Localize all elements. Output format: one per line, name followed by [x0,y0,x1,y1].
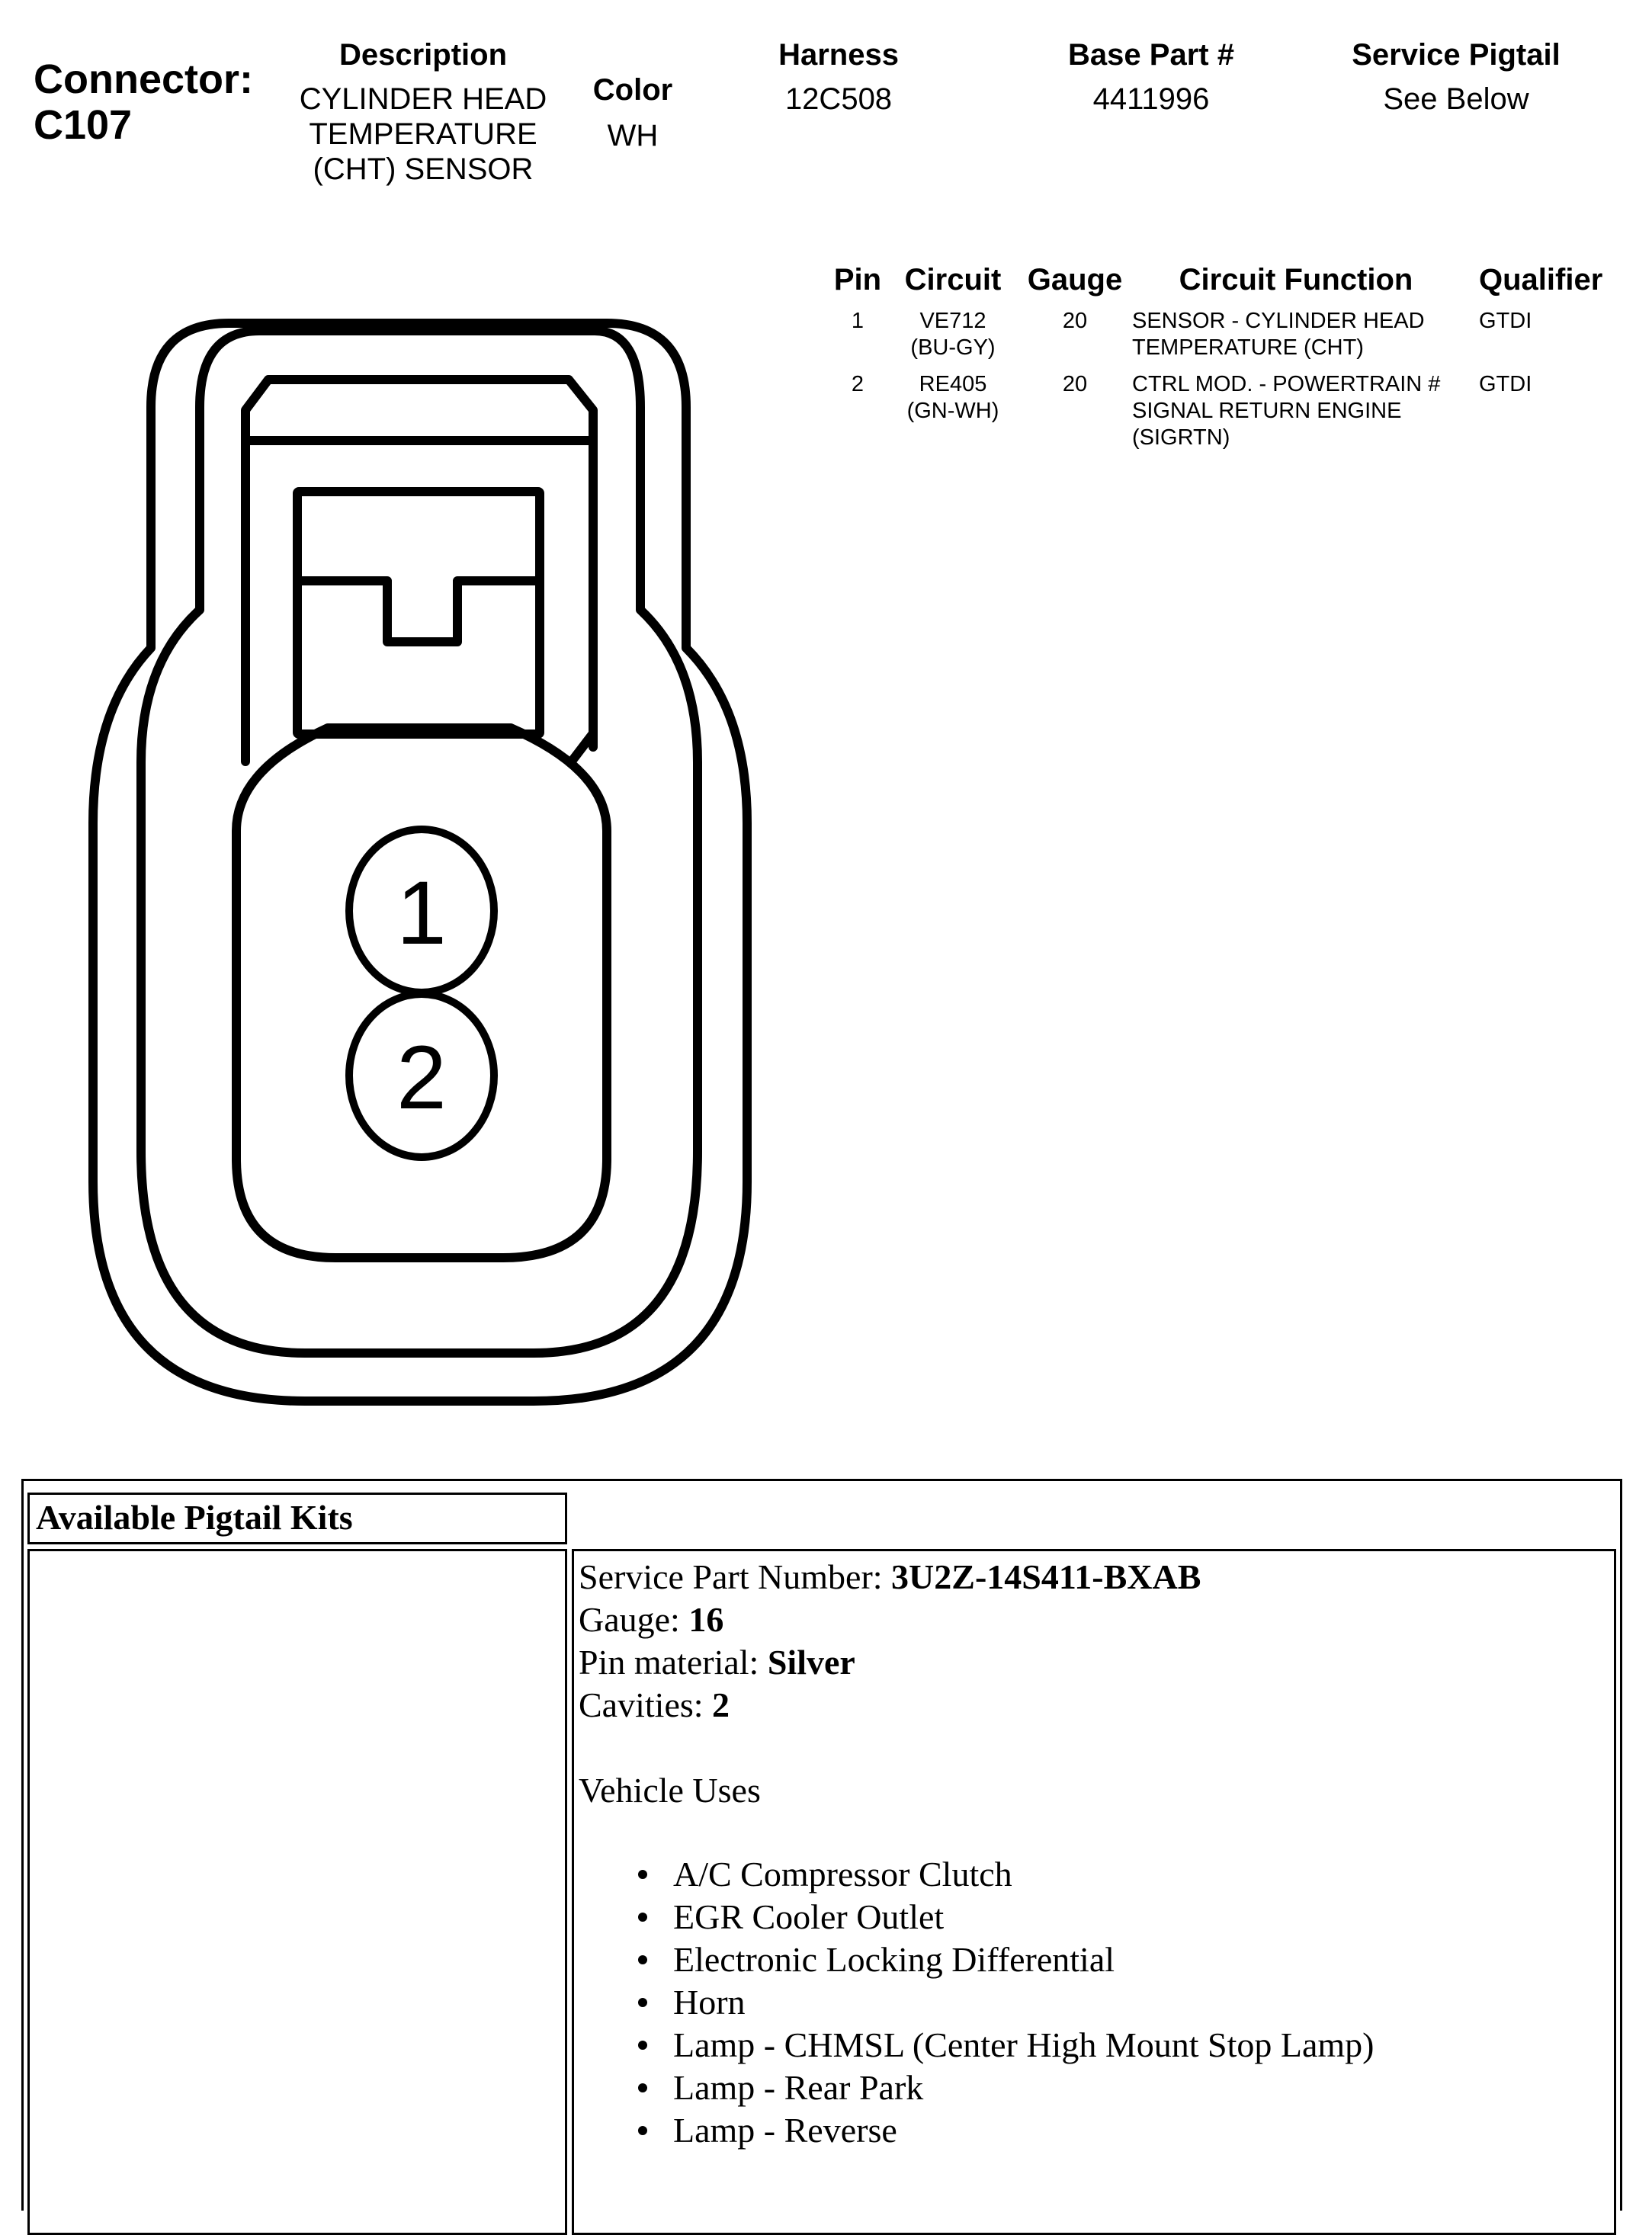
vehicle-use-text: Lamp - CHMSL (Center High Mount Stop Lamp) [673,2025,1375,2064]
list-item [579,2024,1614,2067]
list-item [579,1981,1614,2024]
pin-material-label: Pin material: [579,1643,768,1682]
description-line: CYLINDER HEAD [299,82,547,116]
list-item [579,1896,1614,1938]
circuit-column-header: Circuit [904,263,1002,297]
kit-gauge [579,1598,1614,1641]
pin-number: 1 [851,309,864,333]
service-part-label: Service Part Number: [579,1557,892,1596]
circuit-function-column-header: Circuit Function [1179,263,1413,297]
cavity-2-label: 2 [396,1028,447,1128]
harness-header: Harness [778,38,899,72]
circuit-color: (GN-WH) [906,399,999,423]
description-line: TEMPERATURE [309,117,537,151]
function-line: (SIGRTN) [1132,425,1230,450]
connector-id: C107 [34,102,133,148]
vehicle-uses-heading: Vehicle Uses [579,1771,761,1810]
harness-value: 12C508 [784,82,893,116]
bullet-icon [638,1998,647,2007]
qualifier-column-header: Qualifier [1479,263,1603,297]
service-pigtail-value: See Below [1383,82,1529,116]
service-part-value: 3U2Z-14S411-BXAB [891,1557,1201,1596]
bullet-icon [638,1870,647,1879]
function-line: CTRL MOD. - POWERTRAIN # [1132,372,1441,396]
function-line: SENSOR - CYLINDER HEAD [1132,309,1425,333]
function-line: TEMPERATURE (CHT) [1132,335,1364,360]
gauge-value: 20 [1062,372,1088,396]
vehicle-use-text: Electronic Locking Differential [673,1940,1115,1979]
bullet-icon [638,2126,647,2135]
vehicle-use-text: EGR Cooler Outlet [673,1897,945,1936]
qualifier-value: GTDI [1479,372,1532,396]
pin-material-value: Silver [767,1643,855,1682]
pigtail-image-cell [27,1549,567,2235]
pigtail-kits-title: Available Pigtail Kits [36,1498,353,1537]
housing-inner-outline [141,331,698,1353]
color-header: Color [592,73,673,107]
pin-column-header: Pin [833,263,882,297]
bullet-icon [638,2083,647,2092]
function-line: SIGNAL RETURN ENGINE [1132,399,1402,423]
pigtail-kits-title-cell [27,1493,567,1544]
vehicle-use-text: Lamp - Rear Park [673,2068,924,2107]
kit-gauge-label: Gauge: [579,1600,689,1639]
circuit-name: RE405 [919,372,987,396]
description-header: Description [338,38,508,72]
pin-number: 2 [851,372,864,396]
bullet-icon [638,2041,647,2050]
bullet-icon [638,1955,647,1964]
list-item [579,1938,1614,1981]
circuit-name: VE712 [919,309,986,333]
connector-label: Connector: [34,56,253,102]
color-value: WH [607,119,659,152]
list-item [579,2109,1614,2152]
gauge-column-header: Gauge [1027,263,1123,297]
description-line: (CHT) SENSOR [313,152,534,186]
vehicle-use-text: Lamp - Reverse [673,2111,897,2150]
cavities [579,1684,1614,1727]
list-item [579,1853,1614,1896]
base-part-value: 4411996 [1092,82,1210,116]
latch-window [297,492,540,734]
pin-material [579,1641,1614,1684]
qualifier-value: GTDI [1479,309,1532,333]
service-part-number [579,1556,1614,1598]
gauge-value: 20 [1062,309,1088,333]
circuit-color: (BU-GY) [910,335,996,360]
base-part-header: Base Part # [1068,38,1234,72]
latch-notch [297,581,540,642]
cavities-value: 2 [712,1685,730,1724]
vehicle-uses-list [579,1853,1614,2152]
service-pigtail-header: Service Pigtail [1352,38,1561,72]
kit-gauge-value: 16 [688,1600,724,1639]
housing-outer-outline [93,323,747,1401]
bullet-icon [638,1913,647,1922]
vehicle-use-text: Horn [673,1983,746,2022]
cavities-label: Cavities: [579,1685,713,1724]
pigtail-kit-details [572,1549,1616,2235]
list-item [579,2067,1614,2109]
cavity-1-label: 1 [396,863,447,964]
vehicle-use-text: A/C Compressor Clutch [673,1855,1012,1893]
